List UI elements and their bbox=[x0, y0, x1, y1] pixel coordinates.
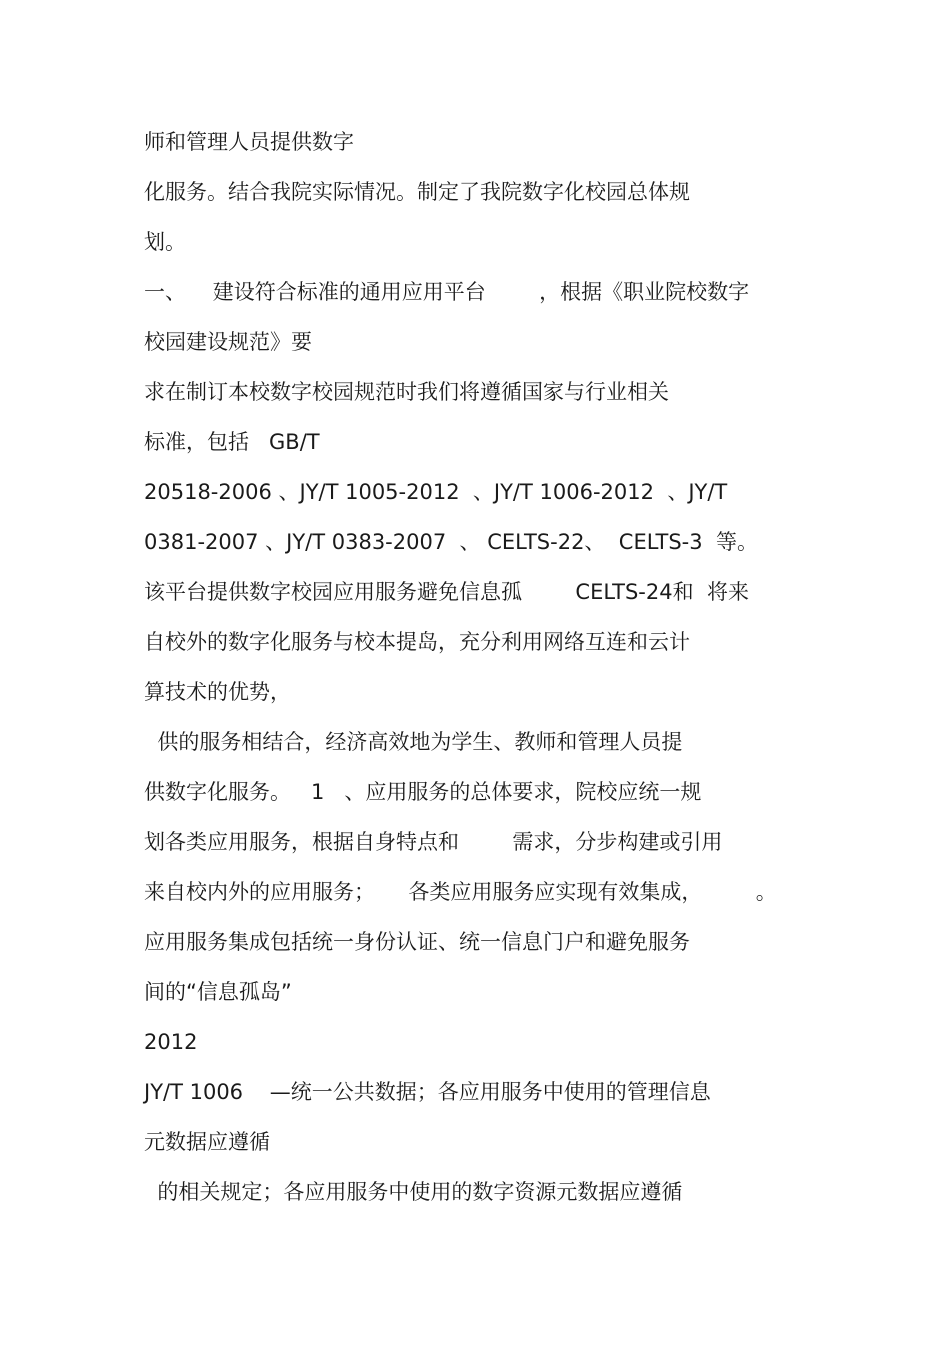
text-line: JY/T 1006 —统一公共数据；各应用服务中使用的管理信息 bbox=[144, 1080, 711, 1104]
text-line: 标准，包括 GB/T bbox=[144, 430, 320, 454]
text-line: 一、 建设符合标准的通用应用平台 ，根据《职业院校数字 bbox=[144, 280, 750, 304]
text-line: 算技术的优势， bbox=[144, 680, 291, 704]
text-line: 划。 bbox=[144, 230, 186, 254]
text-line: 该平台提供数字校园应用服务避免信息孤 CELTS-24和 将来 bbox=[144, 580, 749, 604]
text-line: 应用服务集成包括统一身份认证、统一信息门户和避免服务 bbox=[144, 930, 690, 954]
text-line: 师和管理人员提供数字 bbox=[144, 130, 354, 154]
text-line: 划各类应用服务，根据自身特点和 需求，分步构建或引用 bbox=[144, 830, 723, 854]
text-line: 校园建设规范》要 bbox=[144, 330, 312, 354]
text-line: 元数据应遵循 bbox=[144, 1130, 270, 1154]
text-line: 20518-2006 、JY/T 1005-2012 、JY/T 1006-2012 、JY/T bbox=[144, 480, 728, 504]
text-line: 供数字化服务。 1 、应用服务的总体要求，院校应统一规 bbox=[144, 780, 702, 804]
text-line: 自校外的数字化服务与校本提岛，充分利用网络互连和云计 bbox=[144, 630, 690, 654]
text-line: 的相关规定；各应用服务中使用的数字资源元数据应遵循 bbox=[144, 1180, 683, 1204]
text-line: 0381-2007 、JY/T 0383-2007 、 CELTS-22、 CELTS-3 等。 bbox=[144, 530, 758, 554]
text-line: 求在制订本校数字校园规范时我们将遵循国家与行业相关 bbox=[144, 380, 669, 404]
text-line: 2012 bbox=[144, 1030, 198, 1054]
text-line: 来自校内外的应用服务； 各类应用服务应实现有效集成， 。 bbox=[144, 880, 777, 904]
text-line: 供的服务相结合，经济高效地为学生、教师和管理人员提 bbox=[144, 730, 683, 754]
text-line: 间的“信息孤岛” bbox=[144, 980, 292, 1004]
text-line: 化服务。结合我院实际情况。制定了我院数字化校园总体规 bbox=[144, 180, 690, 204]
